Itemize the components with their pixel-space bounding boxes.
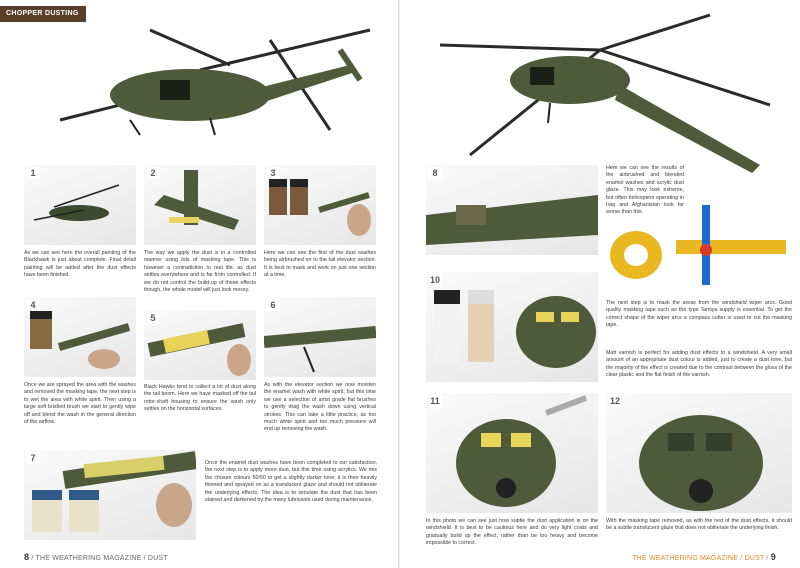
step-number: 10 [430,275,441,285]
caption-step-12: With the masking tape removed, as with the rest of the dust effects, it should be a subtle translucent glaze that does not obliterate the underlying finish. [606,518,792,532]
page-number-left: 8 [24,552,30,562]
footer-right-text: THE WEATHERING MAGAZINE / DUST / [632,555,771,562]
hero-helicopter-right [430,5,790,185]
right-page [400,0,800,568]
caption-step-2: The way we apply the dust is in a controlled manner using lots of masking tape. This is however a contradiction to real life, as dust settles everywhere and is far from controlled. If we do not control the build-up of these effects though, the whole model will just look messy. [144,250,256,294]
caption-step-4: Once we are sprayed the area with the washes and removed the masking tape, the next step is to wet the area with white spirit. Then using a large soft bristled brush we start to gently wipe off and blend the wash in the general direction of the airflow. [24,382,136,426]
step-photo-4 [24,297,136,377]
step-number: 1 [26,167,40,179]
step-photo-3 [264,165,376,245]
step-photo-9 [606,200,792,290]
step-photo-11 [426,393,598,513]
caption-step-1: As we can see here the overall painting of the Blackhawk is just about complete. Final detail painting will be added after the dust effects have been finished. [24,250,136,279]
step-photo-6 [264,297,376,377]
caption-step-6: As with the elevator section we now moisten the enamel wash with white spirit, but this time we use a selection of artist grade flat brushes to gently drag the wash down using vertical strokes. This can take a little practice, as too much white spirit and too much pressure will end up removing the wash. [264,382,376,433]
hero-helicopter-left [40,10,380,150]
step-number: 3 [266,167,280,179]
step-number: 4 [26,299,40,311]
step-photo-5 [144,310,256,380]
footer-right [632,552,776,562]
caption-step-10: Matt varnish is perfect for adding dust effects to a windshield. A very small amount of an appropriate dust colour is added, just to create a dust tone, but the majority of the effect is created due to the contrast between the gloss of the clear plastic and the flat finish of the varnish. [606,350,792,379]
caption-step-8: Here we can see the results of the airbrushed and blended enamel washes and acrylic dust glaze. This may look extreme, but often helicopters operating in Iraq and Afghanistan look far worse than this. [606,165,684,216]
step-number: 11 [428,395,442,407]
step-photo-1 [24,165,136,245]
caption-step-5: Black Hawks tend to collect a lot of dust along the tail boom. Here we have masked off the tail rotor-shaft housing to ensure the wash only settles on the horizontal surfaces. [144,384,256,413]
caption-step-9: The next step is to mask the areas from the windshield wiper arcs. Good quality masking tape such as the type Tamiya supply is essential. To get the correct shape of the wiper arcs a compass cutter is used to cut the masking tape. [606,300,792,329]
step-number: 12 [610,396,621,406]
step-photo-10 [426,272,598,382]
step-photo-7 [24,450,196,540]
footer-left-text: / THE WEATHERING MAGAZINE / DUST [29,555,168,562]
step-number: 5 [146,312,160,324]
section-tag: CHOPPER DUSTING [0,6,86,22]
step-number: 8 [428,167,442,179]
helicopter-illustration [40,10,380,150]
caption-step-3: Here we can see the first of the dust washes being airbrushed on to the tail elevator section. It is best to mask and work on just one section at a time. [264,250,376,279]
helicopter-illustration [430,5,790,185]
page-number-right: 9 [770,552,776,562]
step-photo-2 [144,165,256,245]
step-number: 2 [146,167,160,179]
step-photo-8 [426,165,598,255]
caption-step-11: In this photo we can see just how subtle the dust application is on the windshield. It is best to be cautious here and do very light coats and gradually build up the effect, rather than be too heavy and become impossible to correct. [426,518,598,547]
step-number: 7 [26,452,40,464]
caption-step-7: Once the enamel dust washes have been completed to our satisfaction, the next step is to apply more dust, but this time using acrylics. We mix the chosen colours 50/50 to get a slightly darker tone; it is then heavily thinned and sprayed on as a translucent glaze and should not obliterate the underlying effects. The idea is to simulate the dust that has been stained and darkened by the many lubricants used during maintenance. [205,460,377,504]
step-number: 6 [266,299,280,311]
step-photo-12 [606,393,792,513]
footer-left [24,552,168,562]
